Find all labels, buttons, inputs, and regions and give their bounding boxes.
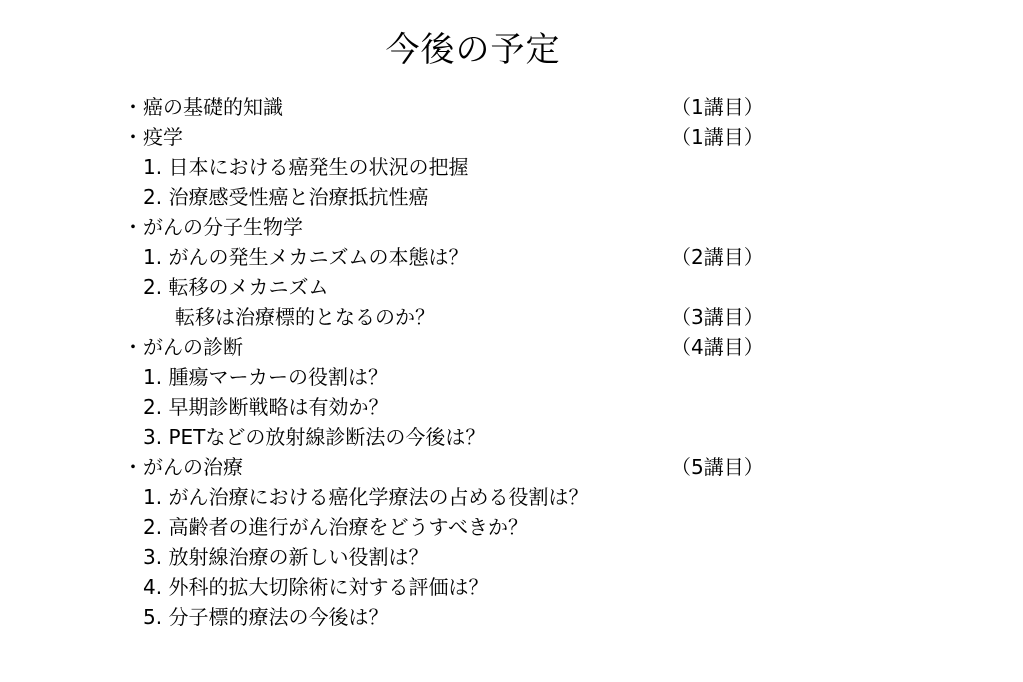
outline-item-text: 1. がんの発生メカニズムの本態は？: [143, 245, 469, 269]
outline-item-text: ・がんの分子生物学: [123, 215, 303, 239]
slide-title: 今後の予定: [385, 30, 561, 70]
outline-item-text: 3. 放射線治療の新しい役割は？: [143, 545, 429, 569]
schedule-outline: [123, 92, 783, 632]
topic-diagnosis: [123, 332, 783, 362]
outline-item-text: 2. 早期診断戦略は有効か？: [143, 395, 389, 419]
lecture-number: （1講目）: [671, 95, 764, 119]
subtopic-item: [123, 362, 783, 392]
outline-item-text: 1. 日本における癌発生の状況の把握: [143, 155, 469, 179]
outline-item-text: ・がんの診断: [123, 335, 243, 359]
lecture-number: （5講目）: [671, 455, 764, 479]
outline-item-text: ・癌の基礎的知識: [123, 95, 283, 119]
subtopic-continuation: [123, 302, 783, 332]
subtopic-item: [123, 272, 783, 302]
topic-treatment: [123, 452, 783, 482]
subtopic-item: [123, 422, 783, 452]
outline-item-text: 2. 高齢者の進行がん治療をどうすべきか？: [143, 515, 529, 539]
subtopic-item: [123, 512, 783, 542]
lecture-number: （1講目）: [671, 125, 764, 149]
outline-item-text: 5. 分子標的療法の今後は？: [143, 605, 389, 629]
lecture-number: （4講目）: [671, 335, 764, 359]
outline-item-text: 1. がん治療における癌化学療法の占める役割は？: [143, 485, 589, 509]
subtopic-item: [123, 182, 783, 212]
subtopic-item: [123, 392, 783, 422]
outline-item-text: 4. 外科的拡大切除術に対する評価は？: [143, 575, 489, 599]
subtopic-item: [123, 542, 783, 572]
outline-item-text: ・がんの治療: [123, 455, 243, 479]
subtopic-item: [123, 602, 783, 632]
lecture-number: （2講目）: [671, 245, 764, 269]
topic-molecular-biology: [123, 212, 783, 242]
topic-epidemiology: [123, 122, 783, 152]
subtopic-item: [123, 242, 783, 272]
outline-item-text: ・疫学: [123, 125, 183, 149]
outline-item-text: 3. PETなどの放射線診断法の今後は？: [143, 425, 486, 449]
outline-item-text: 2. 転移のメカニズム: [143, 275, 329, 299]
outline-item-text: 1. 腫瘍マーカーの役割は？: [143, 365, 389, 389]
subtopic-item: [123, 482, 783, 512]
outline-item-text: 2. 治療感受性癌と治療抵抗性癌: [143, 185, 429, 209]
subtopic-item: [123, 572, 783, 602]
topic-cancer-basics: [123, 92, 783, 122]
lecture-number: （3講目）: [671, 305, 764, 329]
subtopic-item: [123, 152, 783, 182]
outline-item-text: 転移は治療標的となるのか？: [175, 305, 435, 329]
